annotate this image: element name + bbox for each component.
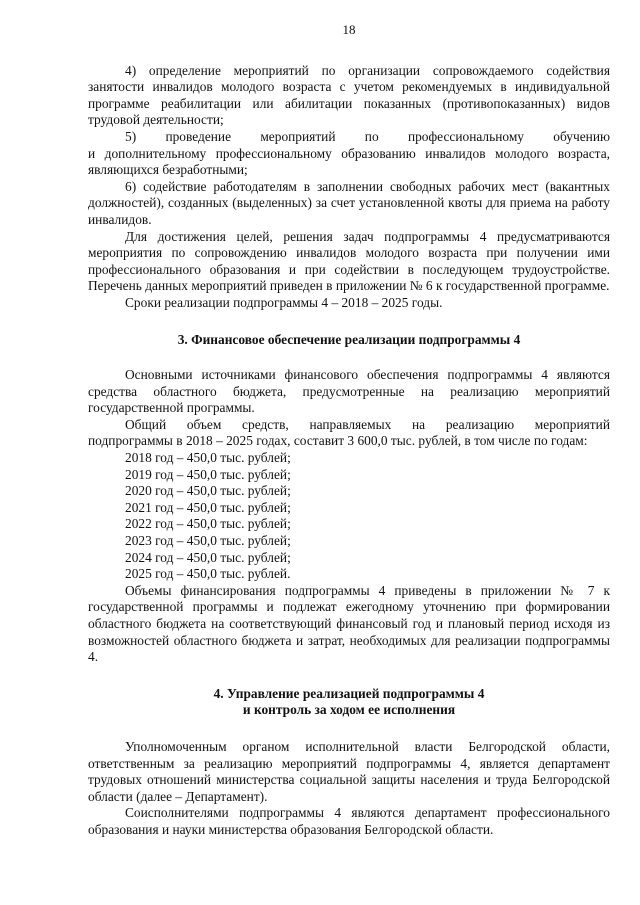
section-4-heading-line-1: 4. Управление реализацией подпрограммы 4	[213, 685, 485, 701]
list-item-5-first-line: 5) проведение мероприятий по профессиональному обучению	[125, 128, 610, 144]
funding-year-item: 2020 год – 450,0 тыс. рублей;	[125, 483, 291, 499]
section-4-heading	[88, 686, 610, 719]
section-4-heading-line-2: и контроль за ходом ее исполнения	[242, 702, 456, 718]
funding-year-item: 2019 год – 450,0 тыс. рублей;	[125, 466, 291, 482]
funding-year-item: 2023 год – 450,0 тыс. рублей;	[125, 533, 291, 549]
funding-year-item: 2018 год – 450,0 тыс. рублей;	[125, 450, 291, 466]
section-3-heading: 3. Финансовое обеспечение реализации подпрограммы 4	[177, 331, 521, 347]
funding-by-year-list	[88, 450, 610, 583]
paragraph-authority: Уполномоченным органом исполнительной власти Белгородской области, ответственным за реализацию мероприятий подпрограммы 4, является департамент трудовых отношений министерства социальной защиты населения и труда Белгородской области (далее – Департамент).	[88, 738, 610, 804]
paragraph-total-first-line: Общий объем средств, направляемых на реализацию мероприятий	[125, 416, 610, 432]
paragraph-volumes: Объемы финансирования подпрограммы 4 приведены в приложении № 7 к государственной программы и подлежат ежегодному уточнению при формировании областного бюджета на соответствующий финансовый год и плановый период исходя из возможностей областного бюджета и затрат, необходимых для реализации подпрограммы 4.	[88, 582, 610, 665]
funding-year-item: 2025 год – 450,0 тыс. рублей.	[125, 566, 291, 582]
page-number: 18	[342, 22, 356, 37]
funding-year-item: 2024 год – 450,0 тыс. рублей;	[125, 549, 291, 565]
funding-year-item: 2021 год – 450,0 тыс. рублей;	[125, 499, 291, 515]
paragraph-goals: Для достижения целей, решения задач подпрограммы 4 предусматриваются мероприятия по сопровождению инвалидов молодого возраста при получении ими профессионального образования и при содействии в последующем трудоустройстве. Перечень данных мероприятий приведен в приложении № 6 к государственной программе.	[88, 228, 610, 294]
list-item-6: 6) содействие работодателям в заполнении свободных рабочих мест (вакантных должностей), созданных (выделенных) за счет установленной квоты для приема на работу инвалидов.	[88, 178, 610, 227]
document-page	[88, 22, 610, 839]
paragraph-sources: Основными источниками финансового обеспечения подпрограммы 4 являются средства областного бюджета, предусмотренные на реализацию мероприятий государственной программы.	[88, 367, 610, 416]
paragraph-total-continuation: подпрограммы в 2018 – 2025 годах, составит 3 600,0 тыс. рублей, в том числе по годам:	[88, 433, 588, 449]
list-item-5-continuation: и дополнительному профессиональному образованию инвалидов молодого возраста, являющихся безработными;	[88, 145, 610, 178]
funding-year-item: 2022 год – 450,0 тыс. рублей;	[125, 516, 291, 532]
paragraph-coexecutors: Соисполнителями подпрограммы 4 являются департамент профессионального образования и науки министерства образования Белгородской области.	[88, 805, 610, 837]
list-item-4: 4) определение мероприятий по организации сопровождаемого содействия занятости инвалидов молодого возраста с учетом рекомендуемых в индивидуальной программе реабилитации или абилитации показанных (противопоказанных) видов трудовой деятельности;	[88, 62, 610, 128]
paragraph-terms: Сроки реализации подпрограммы 4 – 2018 – 2025 годы.	[125, 294, 443, 310]
